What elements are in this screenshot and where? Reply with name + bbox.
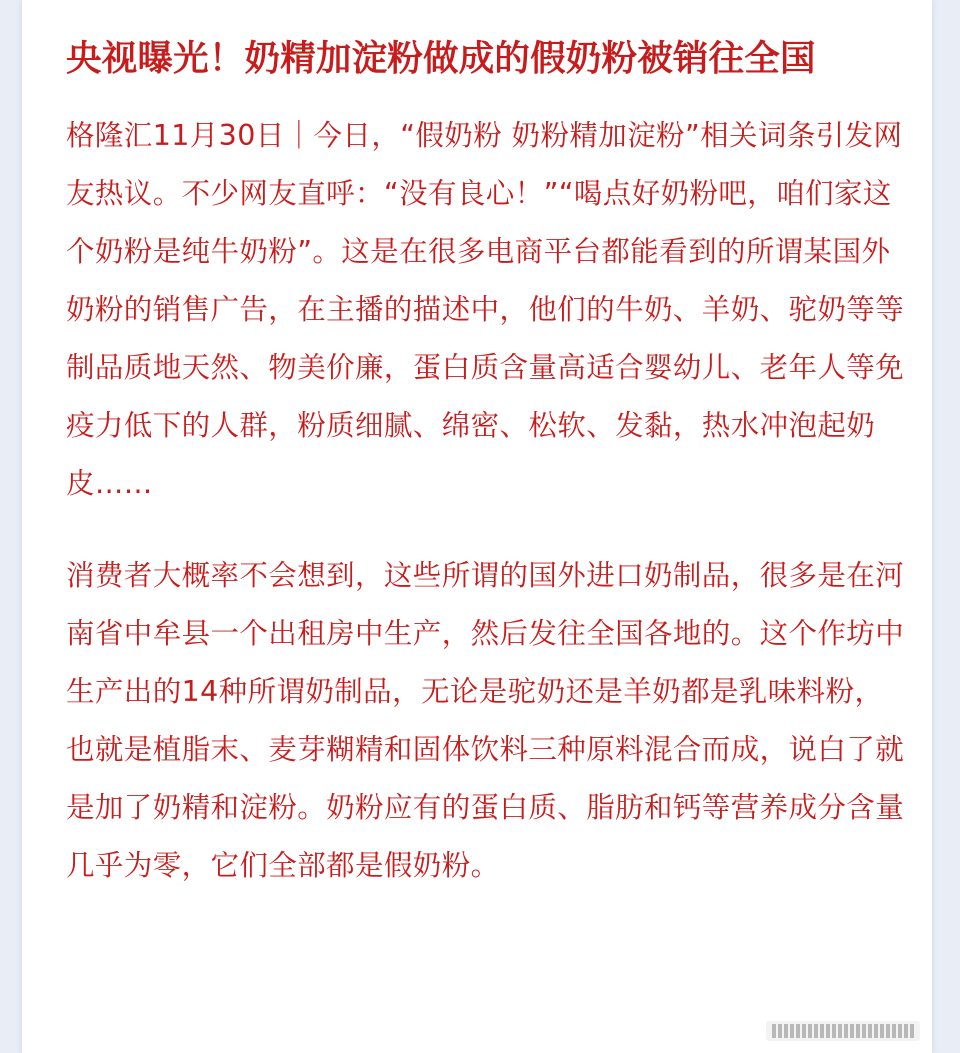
article-title: 央视曝光！奶精加淀粉做成的假奶粉被销往全国: [66, 38, 816, 79]
article-paragraph-2: 消费者大概率不会想到，这些所谓的国外进口奶制品，很多是在河南省中牟县一个出租房中生产，然后发往全国各地的。这个作坊中生产出的14种所谓奶制品，无论是驼奶还是羊奶都是乳味料粉，也就是植脂末、麦芽糊精和固体饮料三种原料混合而成，说白了就是加了奶精和淀粉。奶粉应有的蛋白质、脂肪和钙等营养成分含量几乎为零，它们全部都是假奶粉。: [66, 559, 905, 882]
article: [66, 0, 906, 895]
screenshot-frame: [22, 0, 932, 1053]
watermark-image: [766, 1021, 920, 1041]
article-paragraph-1: 格隆汇11月30日｜今日，“假奶粉 奶粉精加淀粉”相关词条引发网友热议。不少网友直呼：“没有良心！”“喝点好奶粉吧，咱们家这个奶粉是纯牛奶粉”。这是在很多电商平台都能看到的所谓某国外奶粉的销售广告，在主播的描述中，他们的牛奶、羊奶、驼奶等等制品质地天然、物美价廉，蛋白质含量高适合婴幼儿、老年人等免疫力低下的人群，粉质细腻、绵密、松软、发黏，热水冲泡起奶皮……: [66, 119, 905, 500]
